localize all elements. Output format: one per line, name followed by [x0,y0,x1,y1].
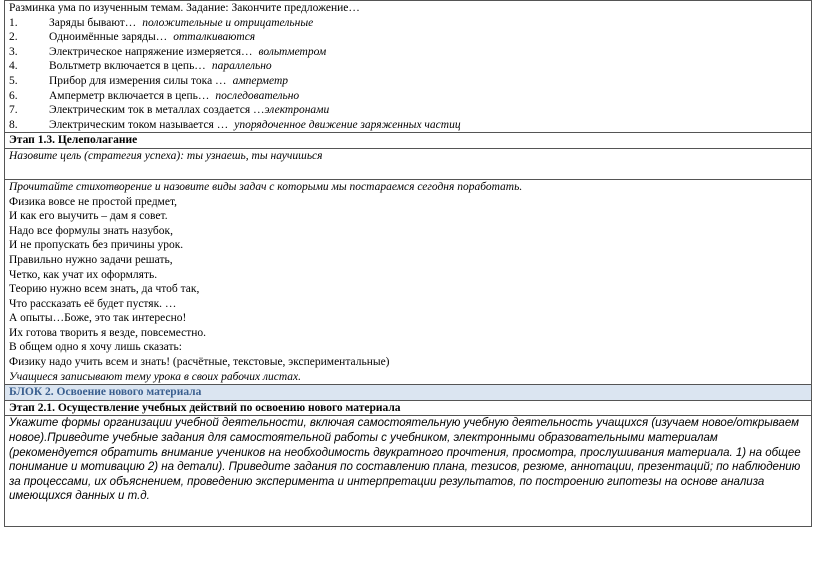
list-item: 6. Амперметр включается в цепь… последовательно [9,89,300,102]
stage21-text: Укажите формы организации учебной деятельности, включая самостоятельную учебную деятельность учащихся (изучаем новое/открываем новое).Приведите учебные задания для самостоятельной работы с учебником, электронными образовательными материалам (рекомендуется обратить внимание учеников на необходимость двукратного прочтения, просмотра, прослушивания материала. 1) на общее понимание и мотивацию 2) на детали). Приведите задания по составлению плана, тезисов, резюме, аннотации, презентаций; по наблюдению за процессами, их объяснением, проведению эксперимента и интерпретации результатов, по построению гипотезы на основе анализа имеющихся данных и т.д. [5,416,812,527]
answer: параллельно [211,60,272,73]
answer: упорядоченное движение заряженных частиц [234,118,461,131]
answer: вольтметром [258,45,327,58]
poem-line: И как его выучить – дам я совет. [9,210,168,223]
list-item: 7. Электрическим ток в металлах создается … электронами [9,104,330,117]
poem-line: Четко, как учат их оформлять. [9,268,158,281]
stage13-title-row [5,133,812,149]
poem-line: Что рассказать её будет пустяк. … [9,297,177,310]
list-item: 4. Вольтметр включается в цепь… параллельно [9,60,272,73]
answer: последовательно [215,89,300,102]
answer: отталкиваются [173,31,256,44]
list-item: 2. Одноимённые заряды… отталкиваются [9,31,256,44]
poem-line: И не пропускать без причины урок. [9,239,184,252]
stage13-goal: Назовите цель (стратегия успеха): ты узнаешь, ты научишься [5,148,812,179]
warmup-list [9,16,807,133]
list-item: 5. Прибор для измерения силы тока … амперметр [9,74,289,87]
list-item: 3. Электрическое напряжение измеряется… вольтметром [9,45,327,58]
poem-lines [9,195,807,370]
poem-line: А опыты…Боже, это так интересно! [9,312,187,325]
stage21-title: Этап 2.1. Осуществление учебных действий по освоению нового материала [5,400,812,416]
stage21-text-row [5,416,812,527]
warmup-intro: Разминка ума по изученным темам. Задание: Закончите предложение… [9,2,360,14]
poem-line: Физика вовсе не простой предмет, [9,195,177,208]
poem-line: Теорию нужно всем знать, да чтоб так, [9,283,200,296]
stage21-title-row [5,400,812,416]
poem-row [5,179,812,384]
poem-prompt: Прочитайте стихотворение и назовите виды задач с которыми мы постараемся сегодня поработать. [9,180,523,193]
warmup-cell [5,1,812,133]
list-item: 8. Электрическим током называется … упорядоченное движение заряженных частиц [9,118,461,131]
answer: положительные и отрицательные [142,16,314,29]
block2-row [5,385,812,401]
answer: электронами [264,104,330,117]
stage13-title: Этап 1.3. Целеполагание [5,133,812,149]
warmup-row [5,1,812,133]
poem-line: Правильно нужно задачи решать, [9,253,173,266]
poem-line: Физику надо учить всем и знать! (расчётные, текстовые, экспериментальные) [9,356,390,369]
answer: амперметр [232,74,289,87]
poem-line: Надо все формулы знать назубок, [9,224,173,237]
block2-title: БЛОК 2. Освоение нового материала [5,385,812,401]
poem-note: Учащиеся записывают тему урока в своих рабочих листах. [9,370,302,383]
lesson-plan-table [4,0,812,527]
poem-line: Их готова творить я везде, повсеместно. [9,326,207,339]
stage13-goal-row [5,148,812,179]
poem-cell [5,179,812,384]
poem-line: В общем одно я хочу лишь сказать: [9,341,182,354]
list-item: 1. Заряды бывают… положительные и отрицательные [9,16,314,29]
